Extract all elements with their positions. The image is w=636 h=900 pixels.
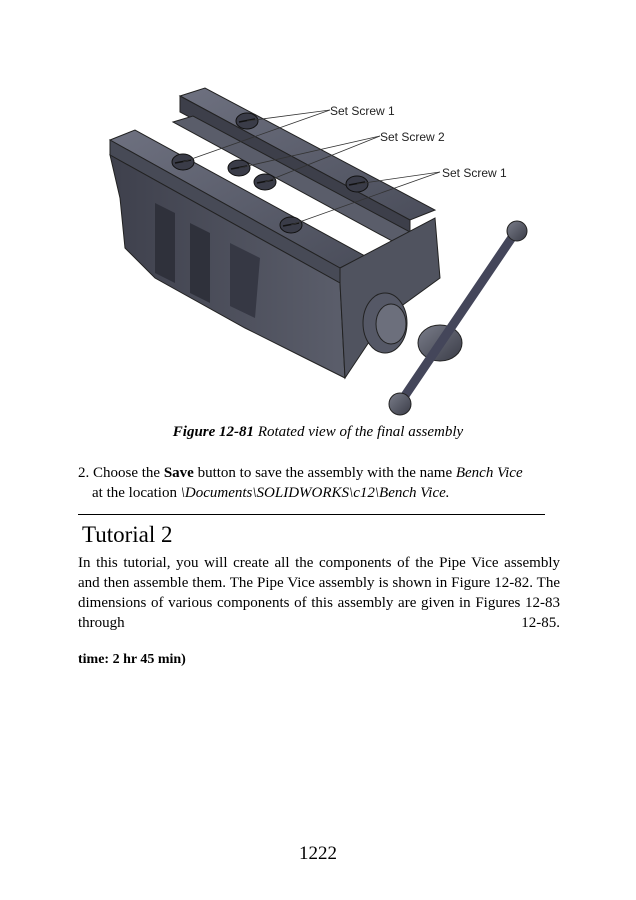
tutorial-paragraph: In this tutorial, you will create all the components of the Pipe Vice assembly and then assemble them. The Pipe Vice assembly is shown in Figure 12-82. The dimensions of various components of this assembly are given in Figures 12-83 through 12-85. bbox=[78, 555, 560, 631]
tutorial-time: time: 2 hr 45 min) bbox=[78, 652, 186, 667]
step-2 bbox=[78, 463, 560, 503]
tutorial-heading: Tutorial 2 bbox=[82, 522, 173, 547]
assembly-name: Bench Vice bbox=[455, 465, 523, 481]
bench-vice-figure bbox=[95, 78, 545, 423]
save-keyword: Save bbox=[163, 465, 194, 481]
callout-set-screw-1-right: Set Screw 1 bbox=[442, 166, 507, 180]
figure-number: Figure 12-81 bbox=[172, 424, 255, 440]
location-path: \Documents\SOLIDWORKS\c12\Bench Vice. bbox=[180, 485, 450, 501]
step-2-line2 bbox=[78, 483, 560, 503]
page-number: 1222 bbox=[299, 843, 337, 864]
section-divider bbox=[78, 514, 545, 515]
callout-set-screw-1-top: Set Screw 1 bbox=[330, 104, 395, 118]
step-2-middle: button to save the assembly with the name bbox=[193, 465, 456, 481]
figure-caption-text: Rotated view of the final assembly bbox=[257, 424, 464, 440]
figure-caption bbox=[0, 424, 636, 441]
callout-set-screw-2: Set Screw 2 bbox=[380, 130, 445, 144]
step-2-prefix: 2. Choose the bbox=[78, 465, 164, 481]
bench-vice-illustration bbox=[95, 78, 545, 423]
location-prefix: at the location bbox=[92, 485, 181, 501]
